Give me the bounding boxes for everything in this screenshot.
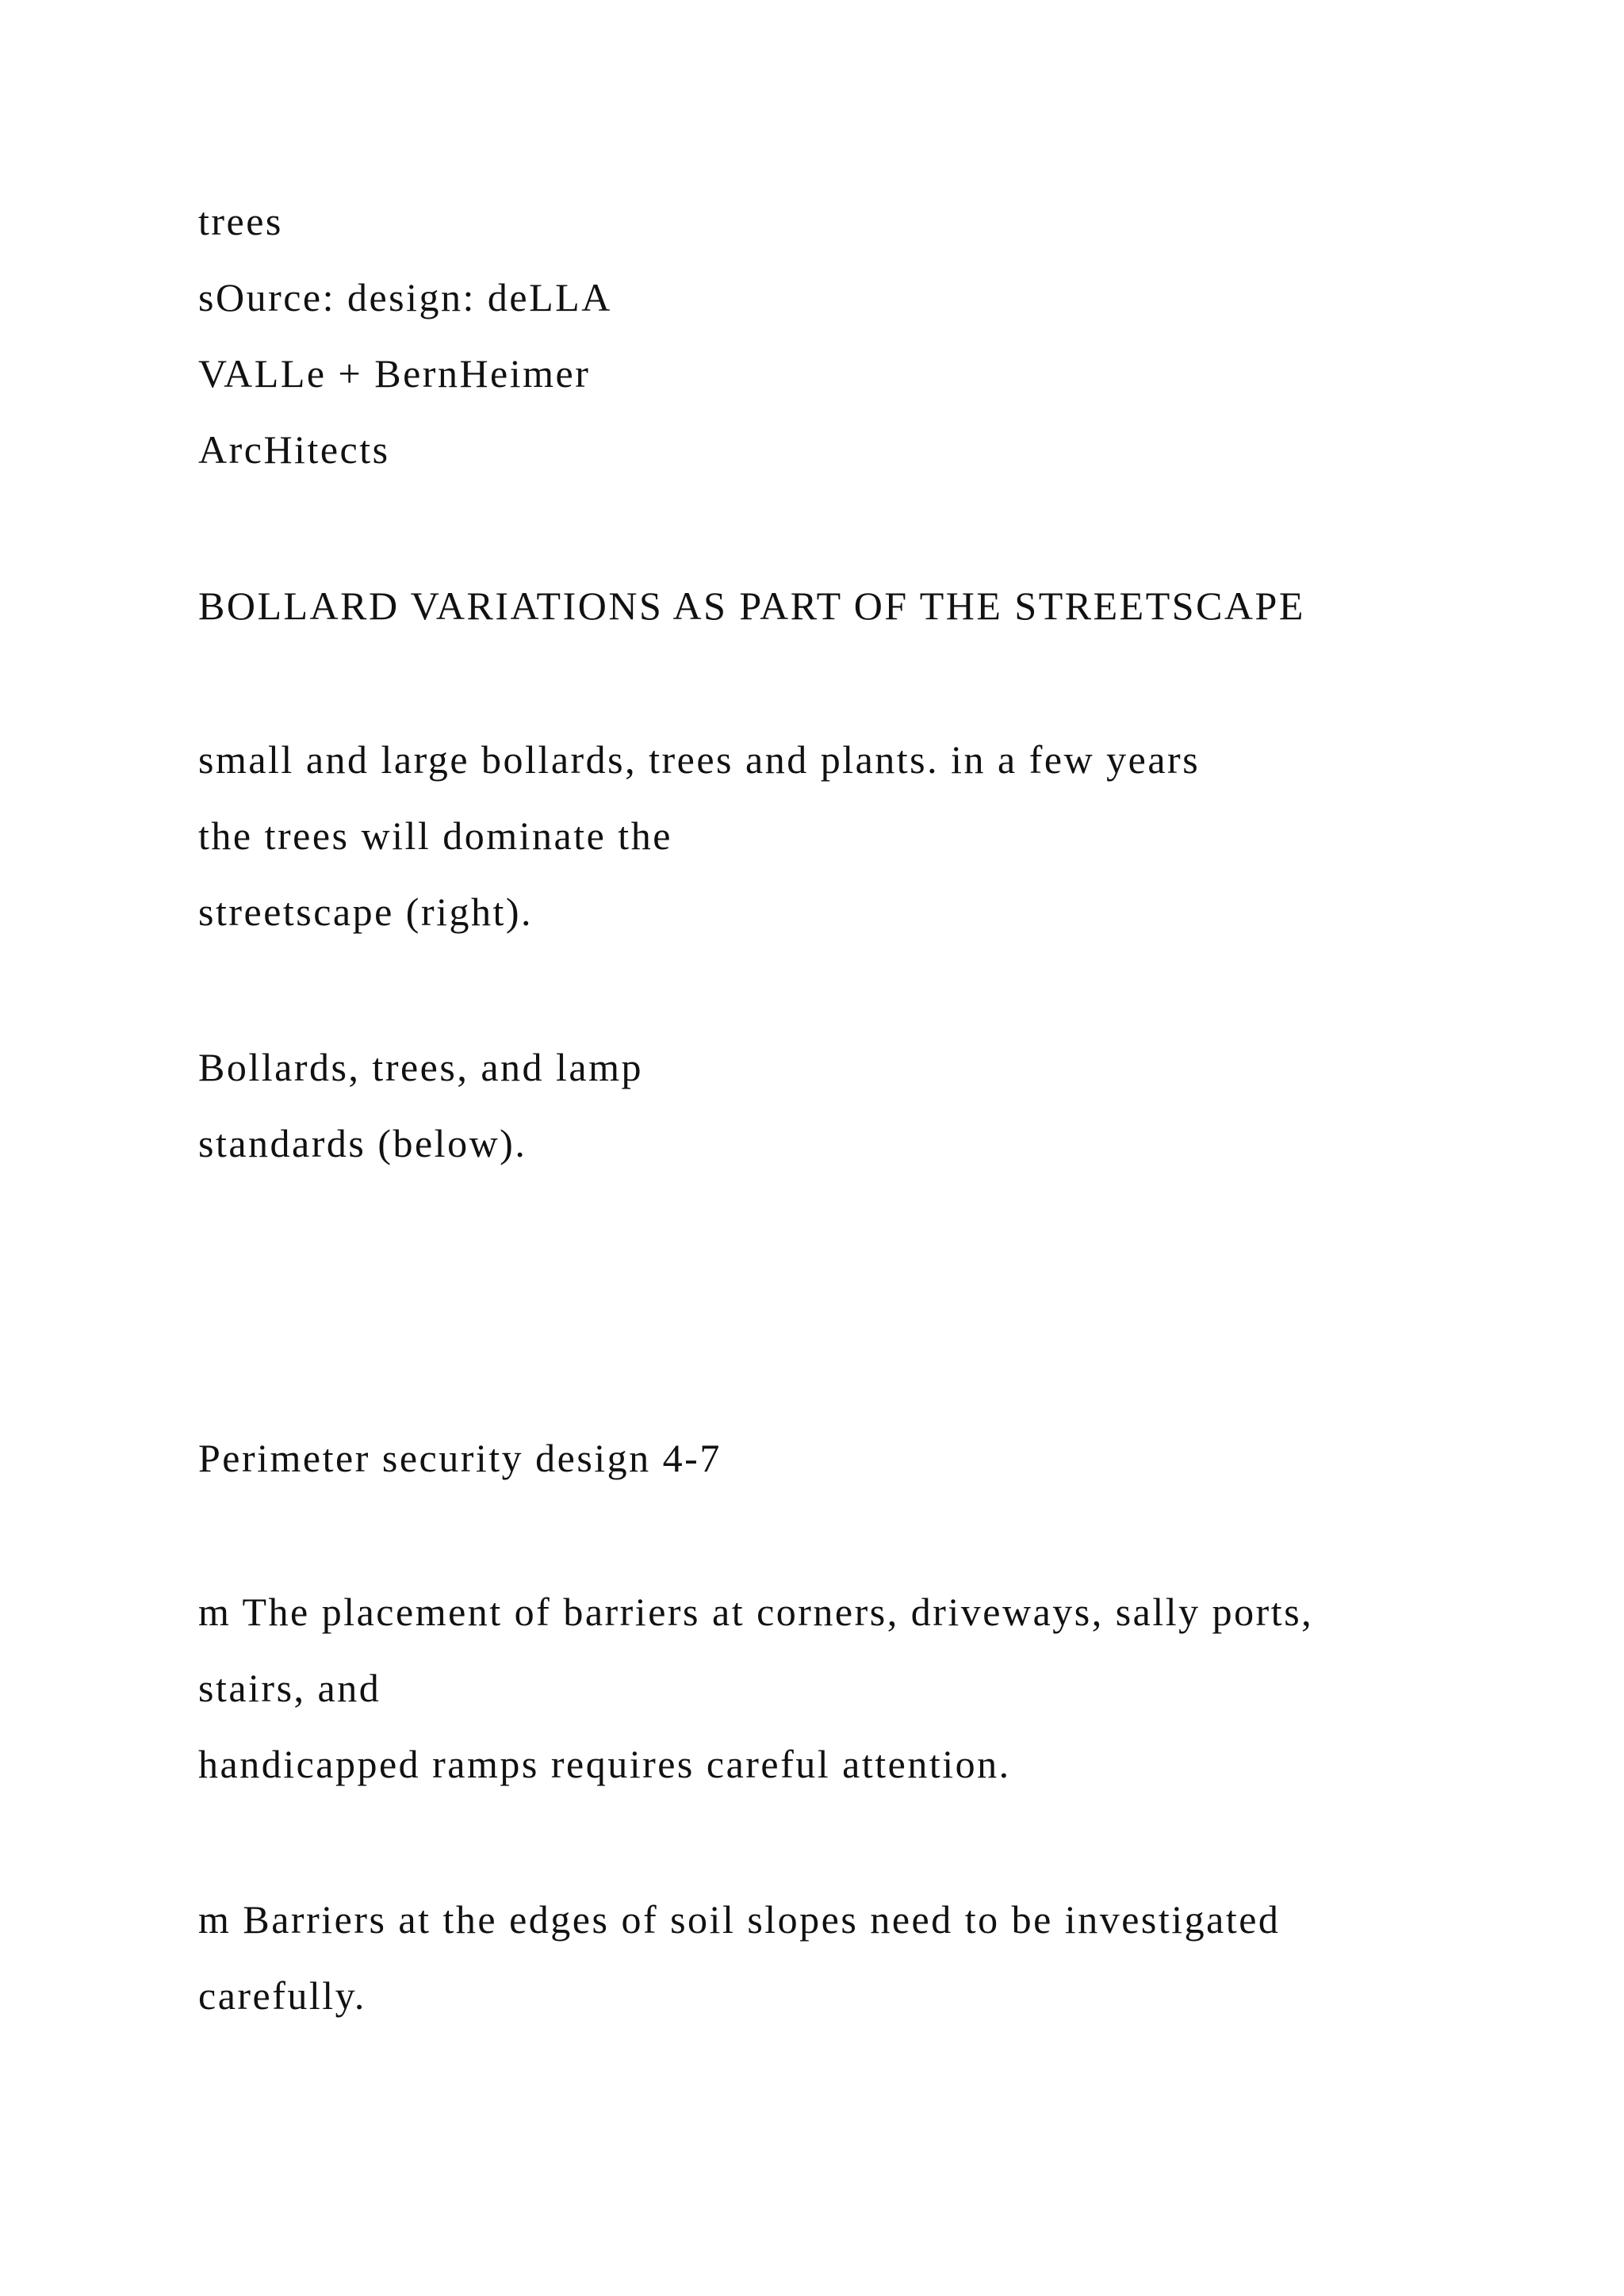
paragraph-1-line-1: small and large bollards, trees and plants. in a few years xyxy=(198,737,1201,782)
caption-line-4: ArcHitects xyxy=(198,427,390,472)
paragraph-2-line-1: Bollards, trees, and lamp xyxy=(198,1045,643,1089)
bullet-1-line-1: m The placement of barriers at corners, driveways, sally ports, xyxy=(198,1590,1314,1634)
paragraph-2-line-2: standards (below). xyxy=(198,1121,527,1165)
paragraph-1-line-2: the trees will dominate the xyxy=(198,813,672,858)
page-section-title: Perimeter security design 4-7 xyxy=(198,1436,722,1480)
bullet-2-line-2: carefully. xyxy=(198,1973,366,2018)
paragraph-1-line-3: streetscape (right). xyxy=(198,890,534,934)
bullet-1-line-3: handicapped ramps requires careful attention. xyxy=(198,1742,1011,1786)
bullet-1-line-2: stairs, and xyxy=(198,1666,381,1710)
bullet-2-line-1: m Barriers at the edges of soil slopes need to be investigated xyxy=(198,1897,1281,1942)
caption-line-3: VALLe + BernHeimer xyxy=(198,351,591,396)
caption-line-2: sOurce: design: deLLA xyxy=(198,275,612,320)
caption-line-1: trees xyxy=(198,199,283,243)
section-heading: BOLLARD VARIATIONS AS PART OF THE STREETSCAPE xyxy=(198,584,1305,628)
